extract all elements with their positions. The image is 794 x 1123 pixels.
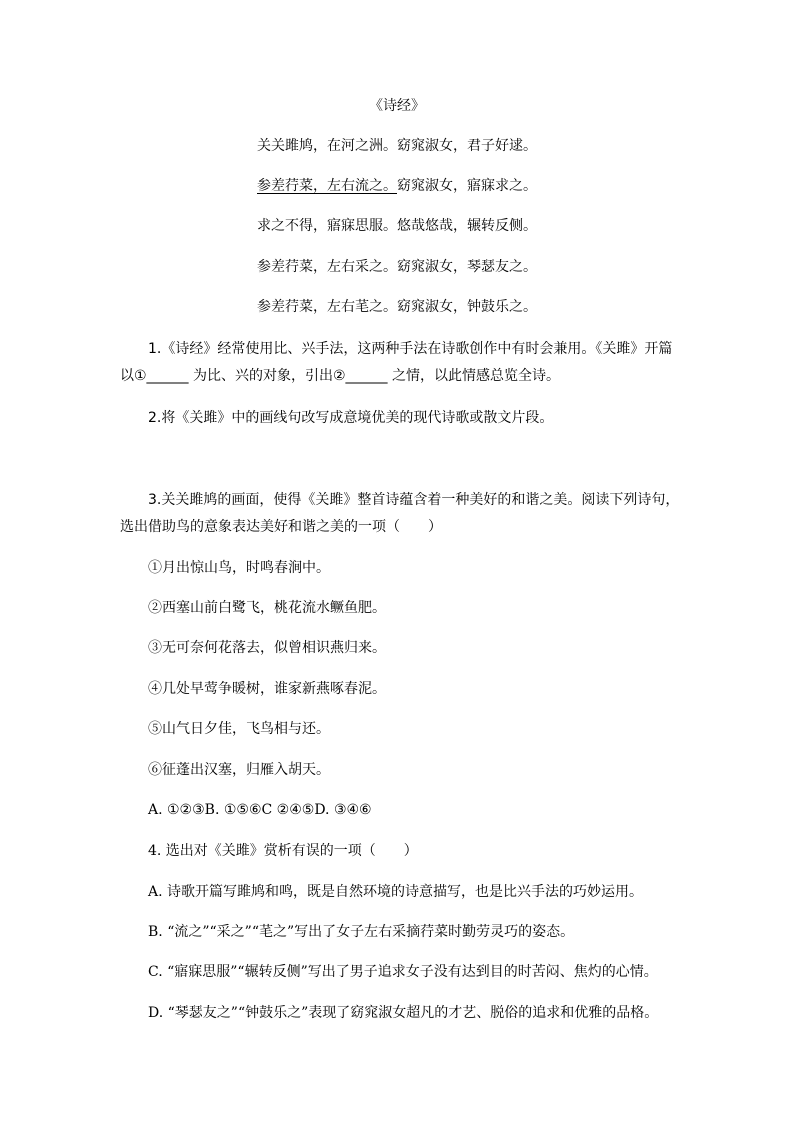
question-1-line-1: 1.《诗经》经常使用比、兴手法，这两种手法在诗歌创作中有时会兼用。《关雎》开篇 xyxy=(148,341,673,357)
question-4-option-a: A. 诗歌开篇写雎鸠和鸣，既是自然环境的诗意描写，也是比兴手法的巧妙运用。 xyxy=(148,884,644,900)
question-3-item-4: ④几处早莺争暖树，谁家新燕啄春泥。 xyxy=(148,681,386,697)
question-4-option-b: B. “流之”“采之”“芼之”写出了女子左右采摘荇菜时勤劳灵巧的姿态。 xyxy=(148,924,575,940)
poem-line-2-rest: 窈窕淑女，寤寐求之。 xyxy=(397,178,537,194)
question-4-stem: 4. 选出对《关雎》赏析有误的一项（ ） xyxy=(148,843,418,859)
poem-line-2 xyxy=(0,176,794,196)
poem-line-1: 关关雎鸠，在河之洲。窈窕淑女，君子好逑。 xyxy=(257,138,537,154)
poem-line-3: 求之不得，寤寐思服。悠哉悠哉，辗转反侧。 xyxy=(257,218,537,234)
question-3-item-2: ②西塞山前白鹭飞，桃花流水鳜鱼肥。 xyxy=(148,600,386,616)
question-3-item-3: ③无可奈何花落去，似曾相识燕归来。 xyxy=(148,640,386,656)
question-3-line-1: 3.关关雎鸠的画面，使得《关雎》整首诗蕴含着一种美好的和谐之美。阅读下列诗句， xyxy=(148,492,680,508)
question-3-item-6: ⑥征蓬出汉塞，归雁入胡天。 xyxy=(148,762,330,778)
poem-line-4: 参差荇菜，左右采之。窈窕淑女，琴瑟友之。 xyxy=(257,259,537,275)
question-3-line-2: 选出借助鸟的意象表达美好和谐之美的一项（ ） xyxy=(120,519,442,535)
question-4-option-d: D. “琴瑟友之”“钟鼓乐之”表现了窈窕淑女超凡的才艺、脱俗的追求和优雅的品格。 xyxy=(148,1005,659,1021)
question-1-line-2: 以①______ 为比、兴的对象，引出②______ 之情，以此情感总览全诗。 xyxy=(120,368,561,384)
poem-line-5: 参差荇菜，左右芼之。窈窕淑女，钟鼓乐之。 xyxy=(257,299,537,315)
underlined-sentence: 参差荇菜，左右流之。 xyxy=(257,178,397,194)
question-3-item-1: ①月出惊山鸟，时鸣春涧中。 xyxy=(148,560,330,576)
poem-title: 《诗经》 xyxy=(369,98,425,114)
question-3-item-5: ⑤山气日夕佳，飞鸟相与还。 xyxy=(148,721,330,737)
question-2: 2.将《关雎》中的画线句改写成意境优美的现代诗歌或散文片段。 xyxy=(148,410,554,426)
question-3-options: A. ①②③B. ①⑤⑥C ②④⑤D. ③④⑥ xyxy=(148,802,372,818)
question-4-option-c: C. “寤寐思服”“辗转反侧”写出了男子追求女子没有达到目的时苦闷、焦灼的心情。 xyxy=(148,964,658,980)
